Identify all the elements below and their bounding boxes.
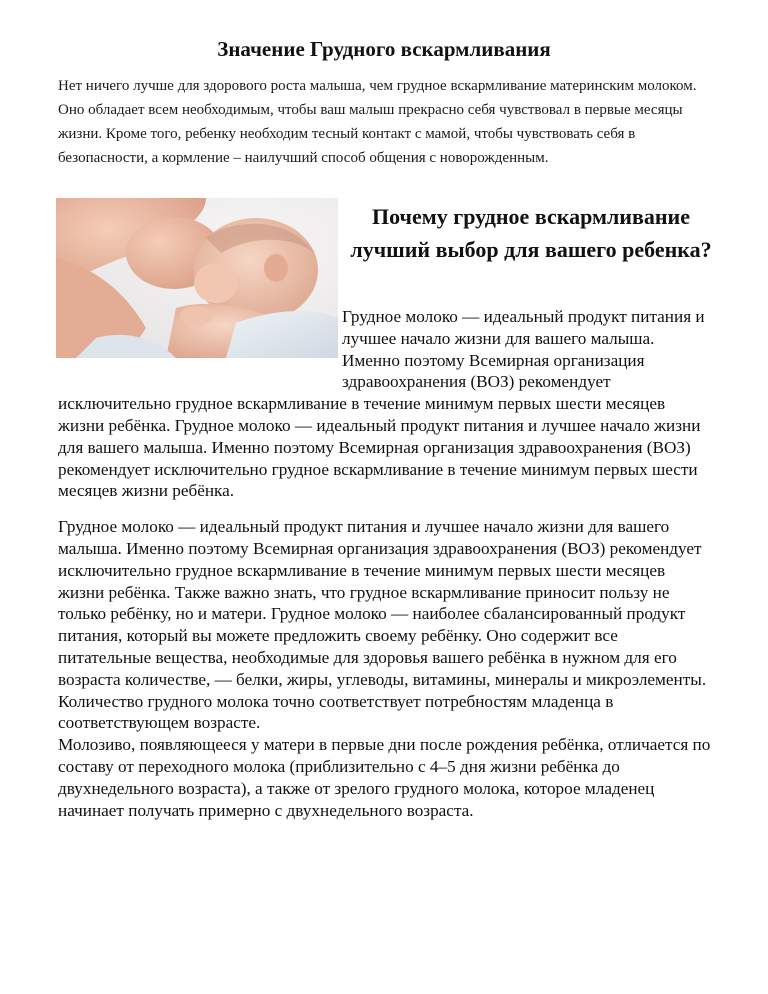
paragraph-3: Молозиво, появляющееся у матери в первые дни после рождения ребёнка, отличается по составу от переходного молока (приблизительно с 4–5 дня жизни ребёнка до двухнедельного возраста), а также от зрелого грудного молока, которое младенец начинает получать примерно с двухнедельного возраста. [58,735,711,820]
paragraph-2: Грудное молоко — идеальный продукт питания и лучшее начало жизни для вашего малыша. Именно поэтому Всемирная организация здравоохранения (ВОЗ) рекомендует исключительно грудное вскармливание в течение минимум первых шести месяцев жизни ребёнка. Также важно знать, что грудное вскармливание приносит пользу не только ребёнку, но и матери. Грудное молоко — наиболее сбалансированный продукт питания, который вы можете предложить своему ребёнку. Оно содержит все питательные вещества, необходимые для здоровья вашего ребёнка в нужном для его возраста количестве, — белки, жиры, углеводы, витамины, минералы и микроэлементы. Количество грудного молока точно соответствует потребностям младенца в соответствующем возрасте. [58,517,707,733]
intro-paragraph: Нет ничего лучше для здорового роста малыша, чем грудное вскармливание материнским молоком. Оно обладает всем необходимым, чтобы ваш малыш прекрасно себя чувствовал в первые месяцы жизни. Кроме того, ребенку необходим тесный контакт с мамой, чтобы чувствовать себя в безопасности, а кормление – наилучший способ общения с новорожденным. [58,78,697,166]
body-text [58,306,714,821]
page-title: Значение Грудного вскармливания [217,37,551,61]
section-subtitle: Почему грудное вскармливание лучший выбор для вашего ребенка? [350,204,712,262]
image-wrap-spacer [58,306,342,372]
paragraph-1: Грудное молоко — идеальный продукт питания и лучшее начало жизни для вашего малыша. Именно поэтому Всемирная организация здравоохранения (ВОЗ) рекомендует исключительно грудное вскармливание в течение минимум первых шести месяцев жизни ребёнка. Грудное молоко — идеальный продукт питания и лучшее начало жизни для вашего малыша. Именно поэтому Всемирная организация здравоохранения (ВОЗ) рекомендует исключительно грудное вскармливание в течение минимум первых шести месяцев жизни ребёнка. [58,307,705,501]
